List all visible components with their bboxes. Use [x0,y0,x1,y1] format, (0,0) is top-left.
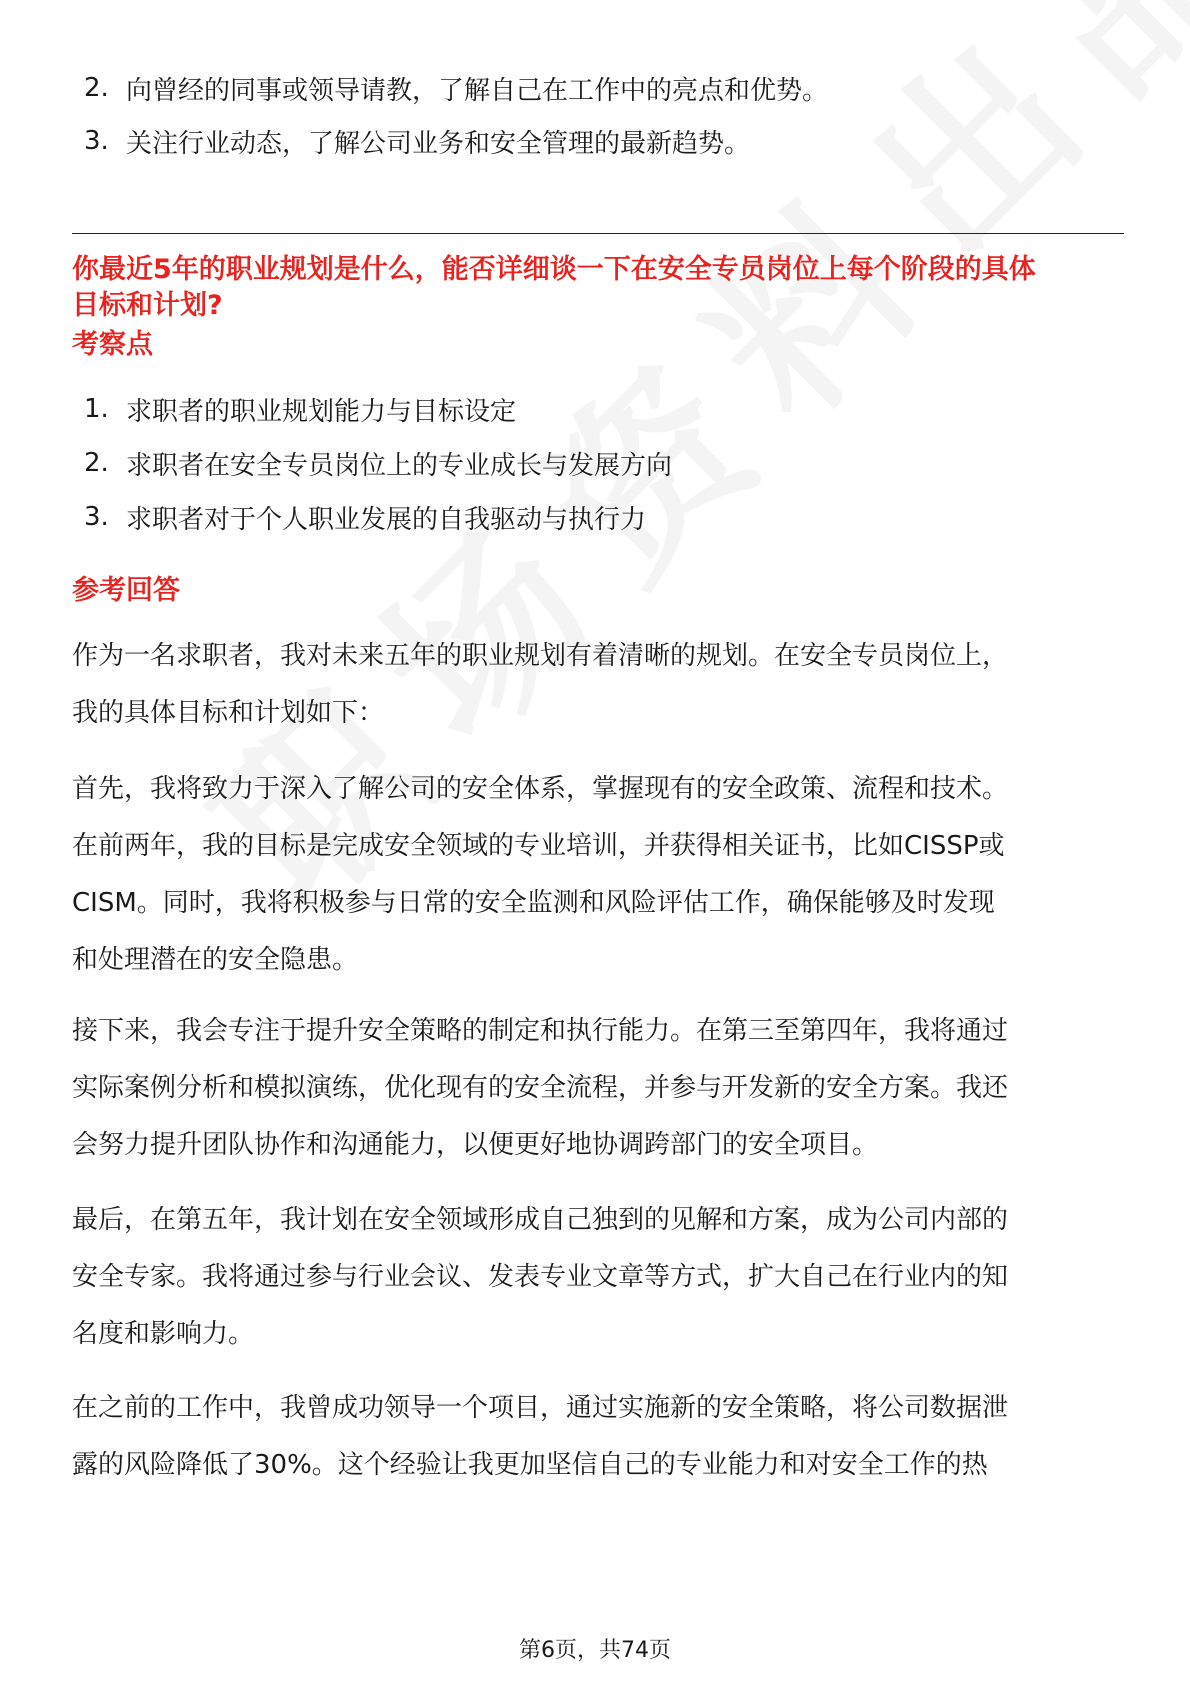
paragraph-line: 露的风险降低了30%。这个经验让我更加坚信自己的专业能力和对安全工作的热 [72,1450,988,1480]
paragraph-line: 在之前的工作中，我曾成功领导一个项目，通过实施新的安全策略，将公司数据泄 [72,1393,1009,1423]
list-number: 3. [84,502,109,532]
paragraph-line: 会努力提升团队协作和沟通能力，以便更好地协调跨部门的安全项目。 [72,1130,879,1160]
list-text: 求职者的职业规划能力与目标设定 [126,396,517,427]
paragraph-line: 和处理潜在的安全隐患。 [72,945,359,975]
paragraph-line: 安全专家。我将通过参与行业会议、发表专业文章等方式，扩大自己在行业内的知 [72,1262,1009,1292]
paragraph-line: 实际案例分析和模拟演练，优化现有的安全流程，并参与开发新的安全方案。我还 [72,1073,1009,1103]
question-line: 目标和计划? [72,290,223,321]
paragraph-line: 在前两年，我的目标是完成安全领域的专业培训，并获得相关证书，比如CISSP或 [72,831,1005,861]
answer-paragraph [72,761,1132,989]
list-text: 关注行业动态，了解公司业务和安全管理的最新趋势。 [126,128,751,159]
paragraph-line: 作为一名求职者，我对未来五年的职业规划有着清晰的规划。在安全专员岗位上， [72,641,1009,671]
list-number: 1. [84,394,109,424]
list-text: 求职者在安全专员岗位上的专业成长与发展方向 [126,450,673,481]
list-text: 求职者对于个人职业发展的自我驱动与执行力 [126,504,647,535]
section-divider [72,233,1124,234]
answer-paragraph [72,1192,1132,1363]
list-number: 3. [84,126,109,156]
answer-paragraph [72,1003,1132,1174]
page-number: 第6页，共74页 [519,1638,671,1663]
list-number: 2. [84,448,109,478]
paragraph-line: CISM。同时，我将积极参与日常的安全监测和风险评估工作，确保能够及时发现 [72,888,995,918]
paragraph-line: 我的具体目标和计划如下： [72,698,385,728]
paragraph-line: 最后，在第五年，我计划在安全领域形成自己独到的见解和方案，成为公司内部的 [72,1205,1009,1235]
focus-label: 考察点 [72,329,153,360]
answer-paragraph [72,1380,1132,1494]
paragraph-line: 首先，我将致力于深入了解公司的安全体系，掌握现有的安全政策、流程和技术。 [72,774,1009,804]
answer-label: 参考回答 [72,575,180,606]
list-number: 2. [84,73,109,103]
question-heading [72,252,1132,324]
question-line: 你最近5年的职业规划是什么，能否详细谈一下在安全专员岗位上每个阶段的具体 [72,254,1036,285]
list-text: 向曾经的同事或领导请教，了解自己在工作中的亮点和优势。 [126,75,829,106]
answer-paragraph [72,628,1132,742]
paragraph-line: 接下来，我会专注于提升安全策略的制定和执行能力。在第三至第四年，我将通过 [72,1016,1009,1046]
paragraph-line: 名度和影响力。 [72,1319,255,1349]
